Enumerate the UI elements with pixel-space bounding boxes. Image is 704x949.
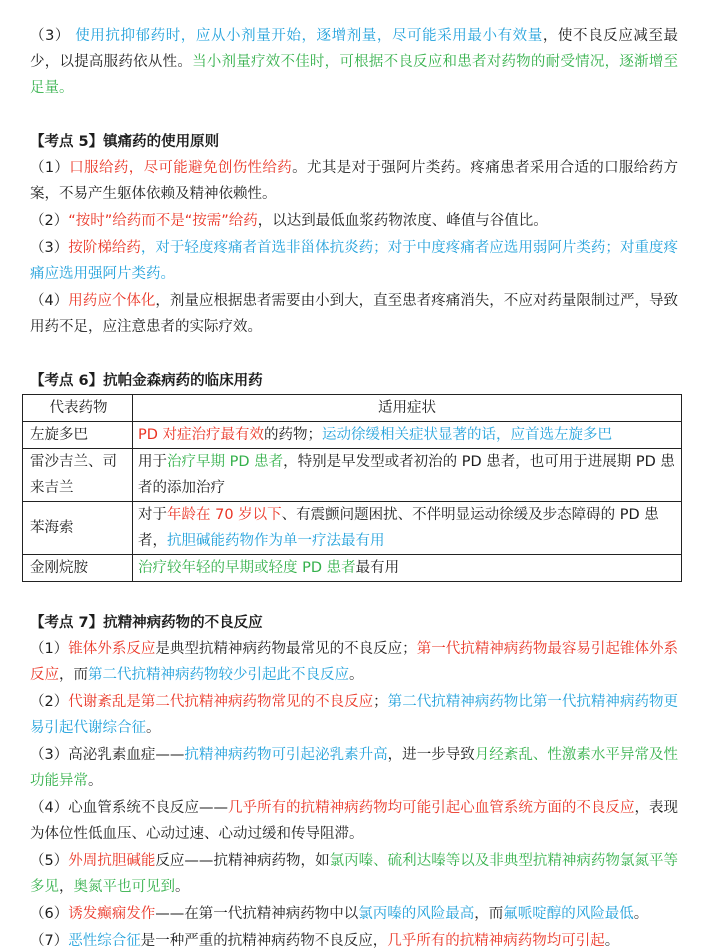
text-segment: ，使不良反应减至最少，以提高服药依从性。 bbox=[30, 28, 679, 70]
indication-cell bbox=[133, 422, 682, 449]
section-heading: 【考点 7】抗精神病药物的不良反应 bbox=[30, 615, 263, 631]
highlight-green-text: 治疗早期 PD 患者 bbox=[167, 454, 284, 470]
list-item bbox=[30, 901, 678, 927]
highlight-red-text: 几乎所有的抗精神病药物均可能引起心血管系统方面的不良反应 bbox=[227, 800, 635, 816]
list-item bbox=[30, 848, 678, 900]
table-row bbox=[23, 422, 682, 449]
highlight-red-text: 诱发癫痫发作 bbox=[68, 906, 156, 922]
text-segment: 最有用 bbox=[355, 560, 400, 576]
text-segment: 的药物； bbox=[264, 427, 323, 443]
exam-point-section bbox=[30, 368, 678, 582]
text-segment: 反应——抗精神病药物，如 bbox=[155, 853, 330, 869]
indication-cell bbox=[133, 502, 682, 555]
highlight-red-text: 年龄在 70 岁以下 bbox=[167, 507, 282, 523]
drug-name-cell: 苯海索 bbox=[23, 502, 133, 555]
item-number: （2） bbox=[30, 213, 69, 229]
sections-container bbox=[30, 129, 678, 949]
list-item bbox=[30, 742, 678, 794]
highlight-blue-text: 使用抗抑郁药时，应从小剂量开始，逐增剂量，尽可能采用最小有效量 bbox=[75, 28, 543, 44]
list-item bbox=[30, 208, 678, 234]
highlight-green-text: 月经紊乱、性激素水平异常及性功能异常 bbox=[30, 747, 678, 789]
item-number: （1） bbox=[30, 160, 70, 176]
text-segment: 心血管系统不良反应—— bbox=[68, 800, 228, 816]
drug-table bbox=[22, 394, 682, 582]
highlight-red-text: 代谢紊乱是第二代抗精神病药物常见的不良反应 bbox=[68, 694, 374, 710]
text-segment: 对于 bbox=[138, 507, 167, 523]
drug-name-cell: 雷沙吉兰、司来吉兰 bbox=[23, 449, 133, 502]
text-segment: ——在第一代抗精神病药物中以 bbox=[155, 906, 359, 922]
highlight-blue-text: 第二代抗精神病药物比第一代抗精神病药物更易引起代谢综合征 bbox=[30, 694, 679, 736]
exam-point-section bbox=[30, 129, 678, 340]
highlight-red-text: “按时”给药而不是“按需”给药 bbox=[68, 213, 258, 229]
text-segment: 。 bbox=[88, 773, 103, 789]
drug-name-cell: 左旋多巴 bbox=[23, 422, 133, 449]
highlight-blue-text: 抗胆碱能药物作为单一疗法最有用 bbox=[167, 533, 385, 549]
highlight-blue-text: 氯丙嗪的风险最高 bbox=[358, 906, 475, 922]
item-number: （1） bbox=[30, 641, 69, 657]
item-number: （7） bbox=[30, 933, 69, 949]
item-number: （4） bbox=[30, 800, 69, 816]
text-segment: ，剂量应根据患者需要由小到大，直至患者疼痛消失，不应对药量限制过严，导致用药不足，应注意患者的实际疗效。 bbox=[30, 293, 678, 335]
highlight-red-text: 口服给药，尽可能避免创伤性给药 bbox=[69, 160, 293, 176]
text-segment: 是一种严重的抗精神病药物不良反应， bbox=[140, 933, 388, 949]
highlight-green-text: 治疗较年轻的早期或轻度 PD 患者 bbox=[138, 560, 356, 576]
text-segment: 是典型抗精神病药物最常见的不良反应； bbox=[155, 641, 417, 657]
indication-cell bbox=[133, 555, 682, 582]
text-segment: 。 bbox=[604, 933, 620, 949]
highlight-red-text: 按阶梯给药 bbox=[68, 240, 141, 256]
text-segment: 。 bbox=[175, 879, 190, 895]
highlight-red-text: 几乎所有的抗精神病药物均可引起 bbox=[387, 933, 605, 949]
table-header-cell: 适用症状 bbox=[133, 395, 682, 422]
item-number: （3） bbox=[30, 747, 69, 763]
section-heading: 【考点 6】抗帕金森病药的临床用药 bbox=[30, 373, 263, 389]
item-number: （3） bbox=[30, 240, 69, 256]
exam-point-section bbox=[30, 610, 678, 949]
highlight-red-text: 锥体外系反应 bbox=[68, 641, 156, 657]
item-number: （5） bbox=[30, 853, 69, 869]
highlight-blue-text: 恶性综合征 bbox=[68, 933, 141, 949]
highlight-green-text: 氯丙嗪、硫利达嗪等以及非典型抗精神病药物氯氮平等多见 bbox=[30, 853, 679, 895]
list-item bbox=[30, 235, 678, 287]
text-segment: 。尤其是对于强阿片类药。疼痛患者采用合适的口服给药方案，不易产生躯体依赖及精神依赖性。 bbox=[30, 160, 678, 202]
text-segment: 。 bbox=[146, 720, 161, 736]
section-heading: 【考点 5】镇痛药的使用原则 bbox=[30, 134, 220, 150]
table-row bbox=[23, 449, 682, 502]
text-segment: 。 bbox=[349, 667, 364, 683]
text-segment: ； bbox=[373, 694, 388, 710]
table-header-cell: 代表药物 bbox=[23, 395, 133, 422]
highlight-red-text: 外周抗胆碱能 bbox=[68, 853, 156, 869]
highlight-blue-text: 抗精神病药物可引起泌乳素升高 bbox=[184, 747, 388, 763]
highlight-red-text: PD 对症治疗最有效 bbox=[138, 427, 265, 443]
table-header-row bbox=[23, 395, 682, 422]
list-item bbox=[30, 795, 678, 847]
list-item bbox=[30, 636, 678, 688]
text-segment: ，而 bbox=[474, 906, 504, 922]
text-segment: ，进一步导致 bbox=[387, 747, 475, 763]
item-number: （3） bbox=[30, 28, 70, 44]
text-segment: ，以达到最低血浆药物浓度、峰值与谷值比。 bbox=[257, 213, 548, 229]
list-item bbox=[30, 689, 678, 741]
text-segment: ，特别是早发型或者初治的 PD 患者，也可用于进展期 PD 患者的添加治疗 bbox=[138, 454, 675, 496]
highlight-blue-text: ，对于轻度疼痛者首选非甾体抗炎药；对于中度疼痛者应选用弱阿片类药；对重度疼痛应选用强阿片类药。 bbox=[30, 240, 678, 282]
list-item bbox=[30, 155, 678, 207]
item-number: （2） bbox=[30, 694, 69, 710]
text-segment: 用于 bbox=[138, 454, 167, 470]
drug-name-cell: 金刚烷胺 bbox=[23, 555, 133, 582]
antidepressant-item-3 bbox=[30, 23, 678, 101]
text-segment: ，表现为体位性低血压、心动过速、心动过缓和传导阻滞。 bbox=[30, 800, 679, 842]
list-item bbox=[30, 288, 678, 340]
highlight-blue-text: 运动徐缓相关症状显著的话，应首选左旋多巴 bbox=[322, 427, 613, 443]
highlight-blue-text: 第二代抗精神病药物较少引起此不良反应 bbox=[88, 667, 349, 683]
text-segment: ， bbox=[59, 879, 74, 895]
table-row bbox=[23, 502, 682, 555]
text-segment: 、有震颤问题困扰、不伴明显运动徐缓及步态障碍的 PD 患者， bbox=[138, 507, 659, 549]
text-segment: 高泌乳素血症—— bbox=[68, 747, 185, 763]
highlight-green-text: 奥氮平也可见到 bbox=[73, 879, 175, 895]
highlight-green-text: 当小剂量疗效不佳时，可根据不良反应和患者对药物的耐受情况，逐渐增至足量。 bbox=[30, 54, 679, 96]
item-number: （6） bbox=[30, 906, 69, 922]
highlight-blue-text: 氟哌啶醇的风险最低 bbox=[503, 906, 634, 922]
highlight-red-text: 用药应个体化 bbox=[68, 293, 156, 309]
text-segment: 。 bbox=[633, 906, 649, 922]
table-row bbox=[23, 555, 682, 582]
list-item bbox=[30, 928, 678, 949]
indication-cell bbox=[133, 449, 682, 502]
item-number: （4） bbox=[30, 293, 69, 309]
text-segment: ，而 bbox=[59, 667, 88, 683]
highlight-red-text: 第一代抗精神病药物最容易引起锥体外系反应 bbox=[30, 641, 678, 683]
